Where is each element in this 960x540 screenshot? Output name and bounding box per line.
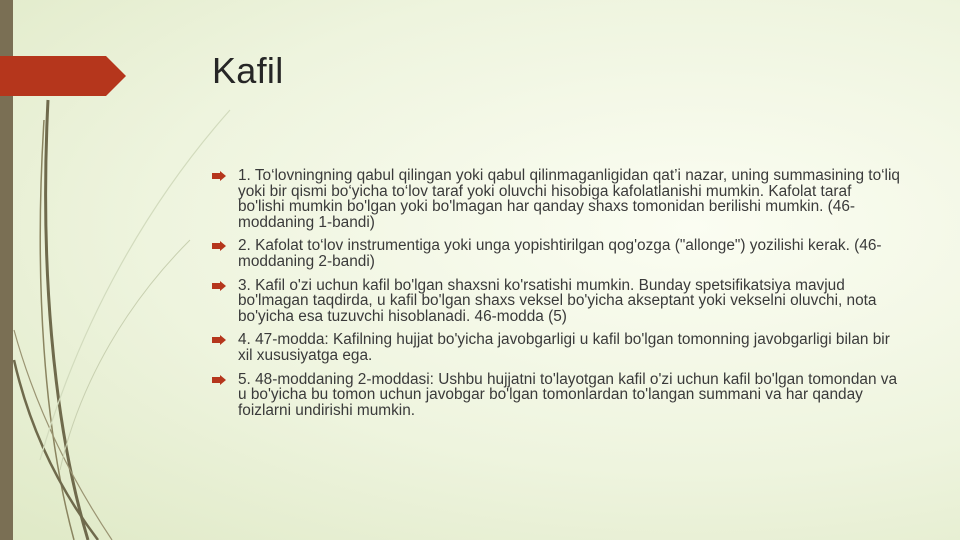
arrow-right-icon — [212, 171, 226, 181]
bullet-text: 5. 48-moddaning 2-moddasi: Ushbu hujjatni to'layotgan kafil o'zi uchun kafil bo'lgan tomondan va u bo'yicha bu tomon uchun javobgar bo'lgan tomonlardan to'langan summani va har qanday foizlarni undirishi mumkin. — [238, 370, 898, 419]
bullet-text: 3. Kafil o'zi uchun kafil bo'lgan shaxsni ko'rsatishi mumkin. Bunday spetsifikatsiya mavjud bo'lmagan taqdirda, u kafil bo'lgan shaxs veksel bo'yicha akseptant yoki vekselni oluvchi, nota bo'yicha esa tuzuvchi hisoblanadi. 46-modda (5) — [238, 276, 877, 325]
title-accent-tab — [0, 56, 126, 96]
list-item — [212, 238, 902, 269]
arrow-right-icon — [212, 335, 226, 345]
arrow-right-icon — [212, 241, 226, 251]
arrow-right-icon — [212, 375, 226, 385]
bullet-text: 2. Kafolat to‘lov instrumentiga yoki unga yopishtirilgan qog'ozga ("allonge") yozilishi kerak. (46-moddaning 2-bandi) — [238, 237, 882, 270]
bullet-text: 1. To‘lovningning qabul qilingan yoki qabul qilinmaganligidan qat’i nazar, uning summasining to‘liq yoki bir qismi bo‘yicha to‘lov taraf yoki oluvchi hisobiga kafolatlanishi mumkin. Kafolat taraf bo'lishi mumkin bo'lgan yoki bo'lmagan har qanday shaxs tomonidan berilishi mumkin. (46-moddaning 1-bandi) — [238, 167, 900, 231]
bullet-list — [212, 168, 902, 426]
list-item — [212, 168, 902, 230]
arrow-right-icon — [212, 281, 226, 291]
list-item — [212, 278, 902, 325]
list-item — [212, 332, 902, 363]
slide-title: Kafil — [212, 50, 284, 91]
list-item — [212, 372, 902, 419]
bullet-text: 4. 47-modda: Kafilning hujjat bo'yicha javobgarligi u kafil bo'lgan tomonning javobgarligi bilan bir xil xususiyatga ega. — [238, 331, 890, 364]
